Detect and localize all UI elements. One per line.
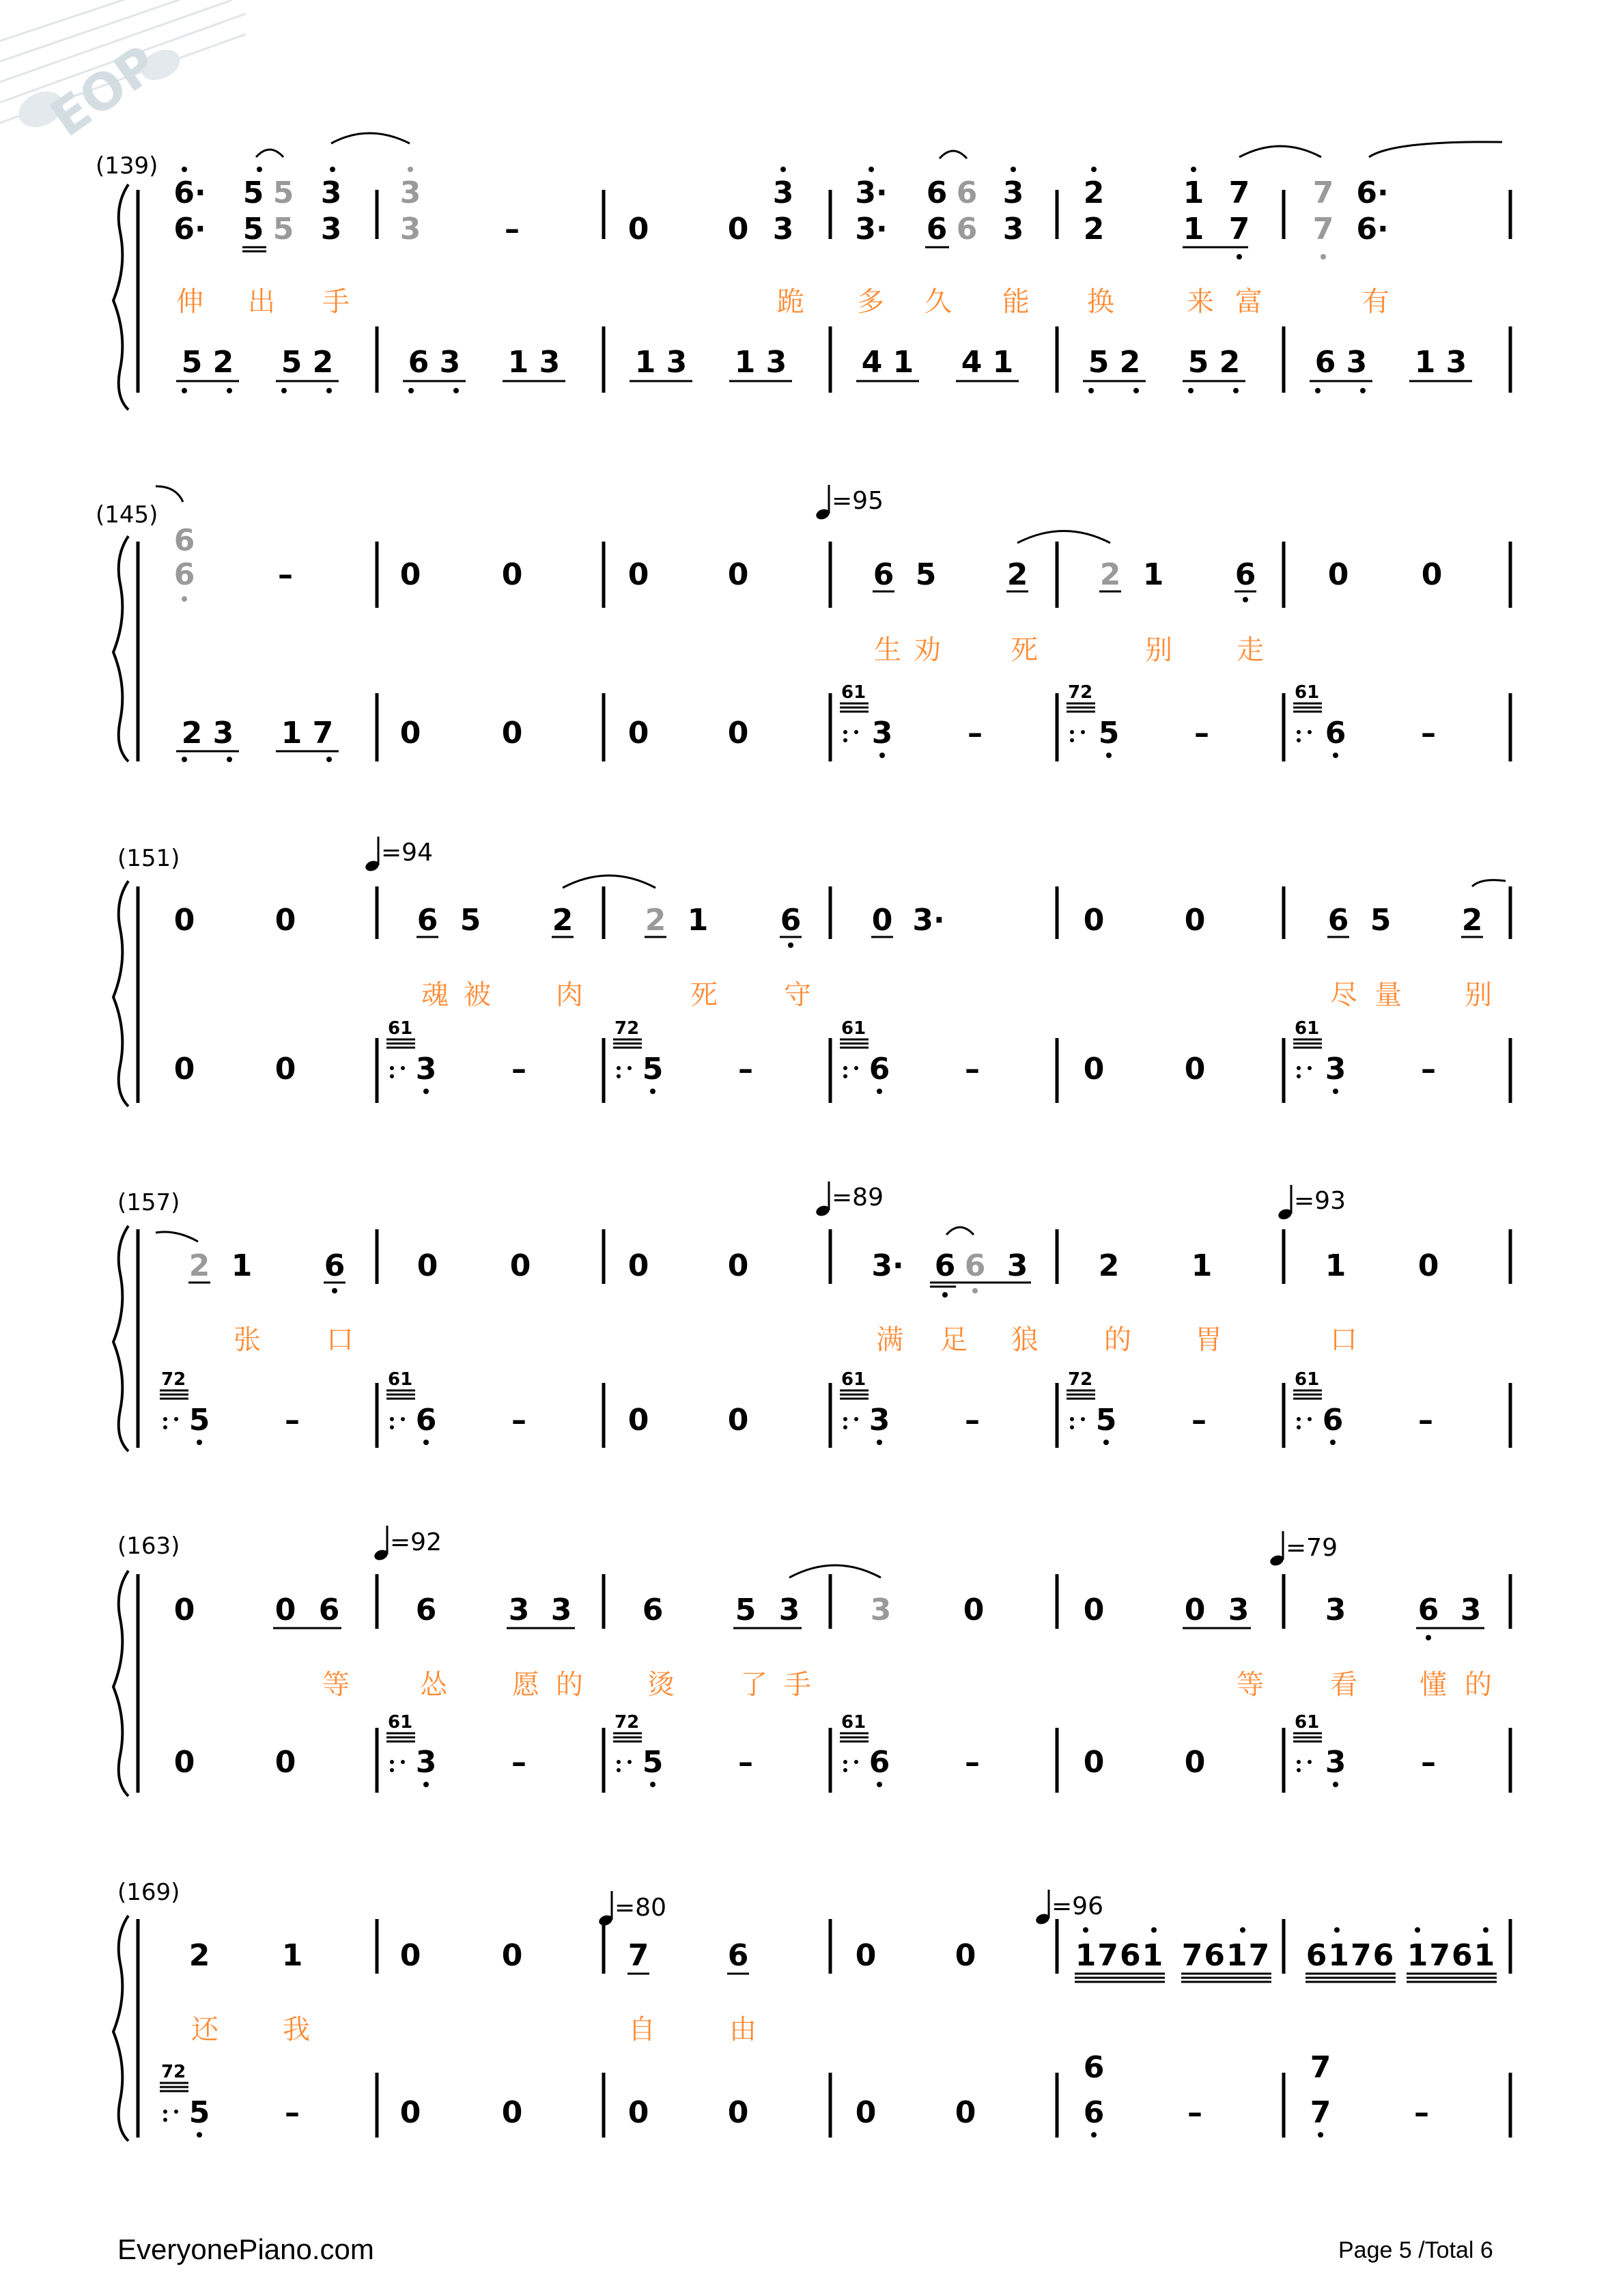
bass-note-pair: 5 2 (1187, 345, 1241, 380)
note: 3 (320, 176, 342, 210)
note: 3 (399, 212, 421, 247)
note: 0 (727, 1248, 749, 1283)
lyric: 走 (1237, 634, 1264, 666)
lyric: 能 (1002, 286, 1030, 318)
chord-mark: 72 (615, 1712, 640, 1733)
bass-note-pair: 6 3 (408, 345, 461, 380)
site-name[interactable]: EveryonePiano.com (117, 2233, 374, 2265)
note: 7 (1310, 2050, 1331, 2085)
note: 0 (1083, 1052, 1105, 1087)
chord-mark: 72 (1068, 682, 1093, 703)
chord-mark: 61 (388, 1018, 413, 1039)
system-151 (113, 837, 1510, 1106)
bass-note-pair: 1 7 (281, 716, 334, 751)
note: 5 (188, 1403, 210, 1438)
note: 0 (627, 716, 649, 751)
note: 3 (1325, 1052, 1346, 1087)
note: 2 (1461, 903, 1483, 938)
note: 2 (1083, 212, 1105, 247)
rest-dash: – (511, 1745, 526, 1780)
note: 6 (727, 1938, 749, 1973)
note: 6 (934, 1248, 956, 1283)
note: 0 (871, 903, 893, 938)
lyric: 尽 (1330, 979, 1357, 1011)
note: 6 (926, 212, 948, 247)
tempo-value: =94 (381, 839, 433, 867)
tempo-value: =79 (1286, 1534, 1338, 1562)
tempo-mark (1277, 1185, 1346, 1221)
note: 3 (399, 176, 421, 210)
note: 0 (274, 1052, 296, 1087)
note: 3 (415, 1052, 437, 1087)
chord-mark: 61 (1295, 1369, 1320, 1390)
note: 0 (501, 716, 523, 751)
lyric: 由 (729, 2014, 757, 2045)
system-145 (96, 485, 1510, 762)
note: 1 (1325, 1248, 1346, 1283)
lyric: 狼 (1011, 1324, 1039, 1356)
lyric: 胃 (1195, 1324, 1222, 1356)
note: 5 (242, 176, 264, 210)
note: 6 (415, 1403, 437, 1438)
note: 0 (399, 716, 421, 751)
lyric: 的 (556, 1669, 583, 1700)
lyric: 看 (1330, 1669, 1357, 1700)
tempo-value: =89 (832, 1184, 884, 1212)
note: 1 (1191, 1248, 1213, 1283)
note: 6 (318, 1593, 340, 1627)
note: 0 (501, 2095, 523, 2130)
bass-note-pair: 5 2 (1088, 345, 1141, 380)
rest-dash: – (1187, 2095, 1202, 2130)
tempo-mark (364, 837, 433, 873)
chord-mark: 61 (388, 1712, 413, 1733)
chord-mark: 61 (1295, 1018, 1320, 1039)
lyric: 生 (874, 634, 901, 666)
system-brace (113, 536, 128, 761)
note: 3 (870, 1593, 892, 1627)
note: 5 (460, 903, 481, 938)
note: 0 (501, 1938, 523, 1973)
note: 0 (627, 557, 649, 592)
measure-number: (157) (117, 1189, 180, 1216)
note: 2 (1083, 176, 1105, 210)
note: 6 (1325, 716, 1346, 751)
tempo-mark (815, 485, 884, 521)
note: 6 (926, 176, 948, 210)
note: 0 (1083, 1593, 1105, 1627)
note: 0 (509, 1248, 531, 1283)
note: 6 (1083, 2095, 1105, 2130)
lyric: 换 (1087, 286, 1114, 318)
note: 0 (274, 1745, 296, 1780)
lyric: 守 (784, 979, 811, 1011)
note: 0 (627, 1403, 649, 1438)
lyric: 出 (248, 286, 275, 318)
lyric: 了 (740, 1669, 767, 1700)
rest-dash: – (738, 1052, 753, 1087)
system-brace (113, 881, 128, 1106)
note: 0 (963, 1593, 985, 1627)
bass-note-pair: 1 3 (1414, 345, 1467, 380)
lyric: 的 (1104, 1324, 1131, 1356)
rest-dash: – (1194, 716, 1209, 751)
tempo-value: =92 (390, 1528, 442, 1556)
lyric: 愿 (512, 1669, 539, 1700)
rest-dash: – (1414, 2095, 1429, 2130)
chord-mark: 61 (1295, 682, 1320, 703)
system-163 (113, 1526, 1510, 1796)
chord-mark: 72 (615, 1018, 640, 1039)
system-brace (113, 1226, 128, 1451)
lyric: 劝 (914, 634, 941, 666)
note: 3 (1002, 212, 1024, 247)
note: 5 (915, 557, 937, 592)
lyric: 自 (628, 2014, 655, 2045)
rest-dash: – (1421, 1052, 1436, 1087)
note: 3· (855, 176, 888, 210)
note: 6 (642, 1593, 664, 1627)
note: 0 (727, 557, 749, 592)
lyric: 等 (322, 1669, 350, 1700)
note: 3 (1325, 1593, 1346, 1627)
lyric: 口 (1330, 1324, 1357, 1356)
chord-mark: 61 (841, 682, 866, 703)
note: 0 (1417, 1248, 1439, 1283)
note: 0 (627, 2095, 649, 2130)
note: 2 (552, 903, 574, 938)
note-group: 1761 (1407, 1938, 1497, 1973)
note-group: 1761 (1075, 1938, 1165, 1973)
note: 0 (274, 1593, 296, 1627)
note: 6 (780, 903, 802, 938)
rest-dash: – (511, 1403, 526, 1438)
note: 6 (873, 557, 894, 592)
measure-number: (169) (117, 1879, 180, 1906)
lyric: 张 (234, 1324, 261, 1356)
note: 0 (955, 2095, 976, 2130)
note: 6 (324, 1248, 345, 1283)
note: 0 (173, 1745, 195, 1780)
lyric: 有 (1362, 286, 1389, 318)
note: 6 (173, 557, 195, 592)
chord-mark: 61 (388, 1369, 413, 1390)
rest-dash: – (965, 1403, 980, 1438)
note: 5 (272, 176, 294, 210)
note: 6 (173, 523, 195, 558)
note: 3 (772, 176, 794, 210)
note: 6 (417, 903, 438, 938)
lyric: 手 (322, 286, 350, 318)
note: 1 (1142, 557, 1164, 592)
lyric: 富 (1235, 286, 1262, 318)
note: 5 (1098, 716, 1120, 751)
note: 3 (1228, 1593, 1250, 1627)
note: 0 (399, 2095, 421, 2130)
note: 6· (1356, 176, 1389, 210)
note: 0 (173, 903, 195, 938)
note: 0 (727, 212, 749, 247)
measure-number: (145) (96, 501, 158, 529)
note: 6 (956, 176, 978, 210)
note: 0 (173, 1593, 195, 1627)
rest-dash: – (511, 1052, 526, 1087)
lyric: 久 (925, 286, 952, 318)
chord-mark: 61 (841, 1712, 866, 1733)
svg-text:EOP: EOP (40, 34, 169, 149)
rest-dash: – (285, 1403, 300, 1438)
system-brace (113, 184, 128, 410)
note: 5 (1370, 903, 1392, 938)
note: 3 (778, 1593, 800, 1627)
note: 7 (1228, 176, 1250, 210)
note: 1 (1183, 176, 1204, 210)
note: 2 (645, 903, 666, 938)
note: 0 (1184, 1593, 1206, 1627)
lyric: 跪 (777, 286, 804, 318)
note: 7 (1312, 176, 1334, 210)
lyric: 的 (1465, 1669, 1492, 1700)
note: 3 (1325, 1745, 1346, 1780)
note: 5 (1095, 1403, 1117, 1438)
note: 0 (1083, 1745, 1105, 1780)
tempo-mark (373, 1526, 442, 1562)
system-169 (113, 1879, 1510, 2141)
tempo-mark (1034, 1890, 1103, 1926)
note: 0 (501, 557, 523, 592)
note: 0 (1184, 1052, 1206, 1087)
lyric: 烫 (647, 1669, 675, 1700)
note: 0 (1184, 1745, 1206, 1780)
note: 7 (1310, 2095, 1331, 2130)
bass-note-pair: 1 3 (507, 345, 561, 380)
note: 1 (231, 1248, 253, 1283)
rest-dash: – (965, 1745, 980, 1780)
bass-note-pair: 1 3 (734, 345, 787, 380)
rest-dash: – (1421, 716, 1436, 751)
lyric: 死 (690, 979, 718, 1011)
note: 5 (272, 212, 294, 247)
rest-dash: – (1418, 1403, 1433, 1438)
page-indicator: Page 5 /Total 6 (1338, 2237, 1493, 2263)
lyric: 多 (857, 286, 884, 318)
measure-number: (139) (96, 152, 158, 180)
note: 5 (242, 212, 264, 247)
note: 2 (188, 1938, 210, 1973)
note: 0 (627, 1248, 649, 1283)
note: 7 (627, 1938, 649, 1973)
tempo-mark (1269, 1531, 1338, 1567)
lyric: 别 (1465, 979, 1492, 1011)
note: 6 (964, 1248, 986, 1283)
note-group: 7617 (1181, 1938, 1271, 1973)
lyric: 怂 (420, 1669, 447, 1700)
lyric: 手 (784, 1669, 811, 1700)
chord-mark: 61 (841, 1369, 866, 1390)
note: 3 (1006, 1248, 1028, 1283)
note: 2 (188, 1248, 210, 1283)
note: 0 (399, 557, 421, 592)
note: 0 (1327, 557, 1349, 592)
note: 6 (956, 212, 978, 247)
system-157 (113, 1181, 1510, 1451)
note: 3 (869, 1403, 890, 1438)
note: 0 (1421, 557, 1443, 592)
note: 0 (173, 1052, 195, 1087)
note: 3· (855, 212, 888, 247)
note: 6 (1417, 1593, 1439, 1627)
note: 0 (399, 1938, 421, 1973)
note: 5 (188, 2095, 210, 2130)
tempo-value: =96 (1052, 1892, 1103, 1920)
note: 3 (772, 212, 794, 247)
bass-note-pair: 4 1 (861, 345, 914, 380)
bass-note-pair: 5 2 (181, 345, 234, 380)
note: 7 (1228, 212, 1250, 247)
note: 5 (642, 1745, 664, 1780)
note: 0 (274, 903, 296, 938)
chord-mark: 72 (161, 1369, 186, 1390)
note: 3 (550, 1593, 572, 1627)
system-brace (113, 1571, 128, 1796)
rest-dash: – (285, 2095, 300, 2130)
chord-mark: 72 (1068, 1369, 1093, 1390)
bass-note-pair: 1 3 (634, 345, 688, 380)
note: 0 (1083, 903, 1105, 938)
system-brace (113, 1916, 128, 2141)
system-139 (96, 133, 1510, 410)
note: 6 (1083, 2050, 1105, 2085)
note: – (505, 212, 520, 247)
bass-note-pair: 2 3 (181, 716, 234, 751)
note: 6 (1322, 1403, 1344, 1438)
note: 0 (955, 1938, 976, 1973)
lyric: 魂 (421, 979, 449, 1011)
note: 1 (1183, 212, 1204, 247)
tempo-value: =93 (1294, 1187, 1346, 1215)
rest-dash: – (1191, 1403, 1206, 1438)
note: 6· (173, 176, 206, 210)
note: 0 (1184, 903, 1206, 938)
note: 6 (1327, 903, 1349, 938)
note: 0 (627, 212, 649, 247)
measure-number: (163) (117, 1532, 180, 1560)
note: 6· (173, 212, 206, 247)
chord-mark: 61 (1295, 1712, 1320, 1733)
note: 5 (642, 1052, 664, 1087)
note: 0 (855, 1938, 877, 1973)
note: 3· (912, 903, 945, 938)
rest-dash: – (968, 716, 983, 751)
rest-dash: – (1421, 1745, 1436, 1780)
tempo-mark (597, 1891, 666, 1927)
note: 3 (1002, 176, 1024, 210)
note: 3· (871, 1248, 904, 1283)
note: 2 (1099, 557, 1121, 592)
lyric: 别 (1145, 634, 1172, 666)
lyric: 足 (940, 1324, 968, 1356)
note: 2 (1098, 1248, 1120, 1283)
note: 0 (417, 1248, 438, 1283)
note: 6· (1356, 212, 1389, 247)
lyric: 死 (1011, 634, 1038, 666)
lyric: 伸 (176, 286, 203, 318)
note: 0 (727, 1403, 749, 1438)
lyric: 口 (326, 1324, 354, 1356)
measure-number: (151) (117, 845, 180, 872)
lyric: 量 (1374, 979, 1402, 1011)
chord-mark: 61 (841, 1018, 866, 1039)
note: 0 (855, 2095, 877, 2130)
lyric: 我 (283, 2014, 310, 2045)
note: 3 (508, 1593, 530, 1627)
rest-dash: – (738, 1745, 753, 1780)
note: 3 (871, 716, 893, 751)
bass-note-pair: 4 1 (961, 345, 1014, 380)
lyric: 满 (876, 1324, 903, 1356)
note: 3 (415, 1745, 437, 1780)
lyric: 来 (1187, 286, 1214, 318)
note: 6 (1234, 557, 1256, 592)
lyric: 懂 (1420, 1669, 1447, 1700)
note: 3 (1460, 1593, 1482, 1627)
note: 5 (735, 1593, 757, 1627)
note-group: 6176 (1306, 1938, 1396, 1973)
note: 6 (869, 1052, 890, 1087)
note: 2 (1006, 557, 1028, 592)
note: 1 (281, 1938, 303, 1973)
note: 3 (320, 212, 342, 247)
bass-note-pair: 6 3 (1314, 345, 1368, 380)
note: 7 (1312, 212, 1334, 247)
chord-mark: 72 (161, 2062, 186, 2082)
tempo-mark (815, 1181, 884, 1218)
tempo-value: =80 (615, 1894, 666, 1922)
note: 0 (727, 2095, 749, 2130)
note: 1 (687, 903, 709, 938)
lyric: 等 (1237, 1669, 1264, 1700)
lyric: 被 (464, 979, 491, 1011)
lyric: 还 (191, 2014, 218, 2045)
tempo-value: =95 (832, 487, 884, 515)
note: 6 (415, 1593, 437, 1627)
note: 0 (727, 716, 749, 751)
note: 6 (869, 1745, 890, 1780)
lyric: 肉 (556, 979, 583, 1011)
bass-note-pair: 5 2 (281, 345, 334, 380)
rest-dash: – (278, 557, 293, 592)
rest-dash: – (965, 1052, 980, 1087)
